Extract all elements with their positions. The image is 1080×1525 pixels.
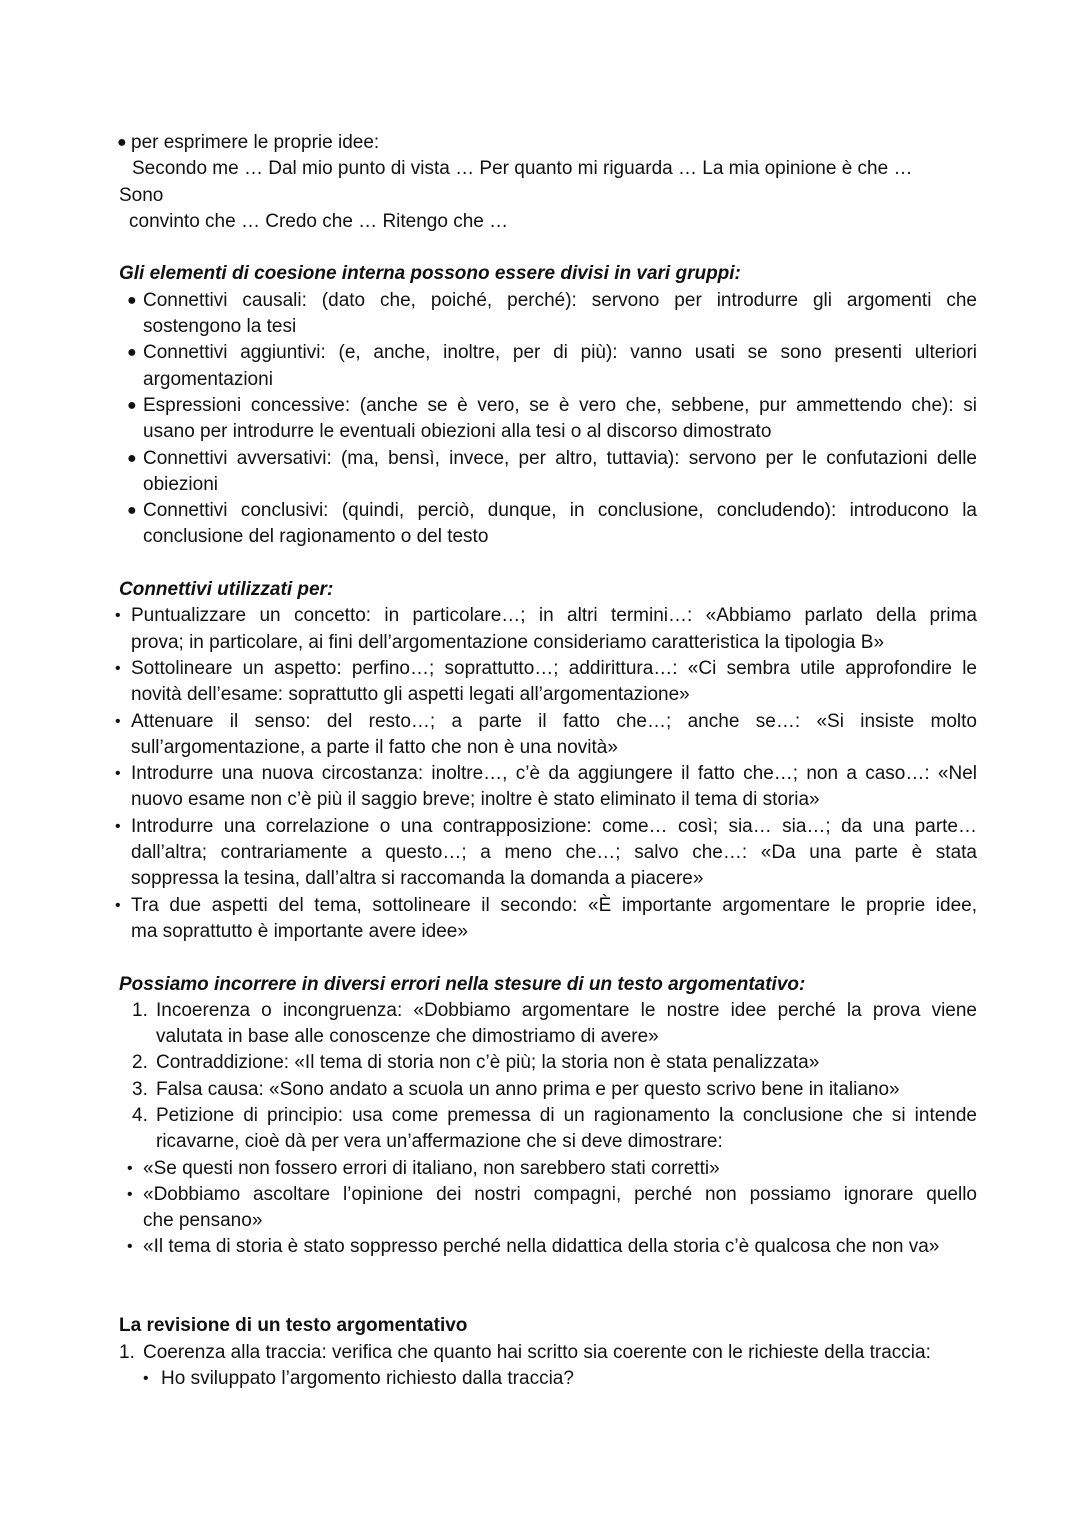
numbered-item — [119, 1050, 977, 1076]
intro-line: Sono — [119, 184, 164, 206]
list-item — [119, 446, 977, 499]
numbered-item-text: Petizione di principio: usa come premessa di un ragionamento la conclusione che si intende — [156, 1104, 977, 1126]
bullet-icon: • — [115, 607, 121, 625]
numbered-item — [119, 1103, 977, 1156]
list-item-text: Introdurre una nuova circostanza: inoltre…, c’è da aggiungere il fatto che…; non a caso…: «Nel — [131, 763, 977, 785]
item-number: 4. — [132, 1104, 148, 1126]
item-number: 1. — [119, 1341, 135, 1363]
bullet-icon: • — [143, 1369, 149, 1387]
numbered-item-text: Coerenza alla traccia: verifica che quanto hai scritto sia coerente con le richieste della traccia: — [143, 1341, 931, 1363]
section-heading-revisione: La revisione di un testo argomentativo — [119, 1315, 468, 1337]
list-item-text: Connettivi causali: (dato che, poiché, perché): servono per introdurre gli argomenti che — [143, 289, 977, 311]
item-number: 2. — [132, 1052, 148, 1074]
bullet-icon: • — [115, 817, 121, 835]
bullet-icon: ● — [127, 396, 137, 414]
list-item — [115, 709, 977, 762]
numbered-item-text: valutata in base alle conoscenze che dimostriamo di avere» — [156, 1026, 659, 1048]
list-item — [119, 288, 977, 341]
list-item-text: prova; in particolare, ai fini dell’argomentazione consideriamo caratteristica la tipologia B» — [131, 631, 885, 653]
bullet-icon: • — [115, 712, 121, 730]
connettivi-list — [115, 603, 977, 945]
numbered-item-text: Incoerenza o incongruenza: «Dobbiamo argomentare le nostre idee perché la prova viene — [156, 999, 977, 1021]
sub-list-item — [119, 1366, 977, 1392]
coesione-list — [119, 288, 977, 551]
bullet-icon: • — [115, 896, 121, 914]
intro-bullet-item — [119, 130, 977, 156]
intro-line: Secondo me … Dal mio punto di vista … Per quanto mi riguarda … La mia opinione è che … — [132, 158, 913, 180]
example-text: «Dobbiamo ascoltare l’opinione dei nostri compagni, perché non possiamo ignorare quello — [143, 1183, 977, 1205]
bullet-icon: • — [115, 659, 121, 677]
list-item — [119, 393, 977, 446]
list-item-text: usano per introdurre le eventuali obiezioni alla tesi o al discorso dimostrato — [143, 421, 772, 443]
list-item-text: ma soprattutto è importante avere idee» — [131, 920, 468, 942]
item-number: 3. — [132, 1078, 148, 1100]
list-item-text: sull’argomentazione, a parte il fatto che non è una novità» — [131, 736, 618, 758]
numbered-item-text: Contraddizione: «Il tema di storia non c’è più; la storia non è stata penalizzata» — [156, 1052, 820, 1074]
numbered-item — [119, 998, 977, 1051]
list-item-text: argomentazioni — [143, 368, 273, 390]
bullet-icon: • — [127, 1185, 133, 1203]
numbered-item-text: Falsa causa: «Sono andato a scuola un anno prima e per questo scrivo bene in italiano» — [156, 1078, 900, 1100]
bullet-icon: ● — [127, 502, 137, 520]
section-heading-coesione: Gli elementi di coesione interna possono essere divisi in vari gruppi: — [119, 263, 741, 285]
list-item-text: Connettivi conclusivi: (quindi, perciò, dunque, in conclusione, concludendo): introducono la — [143, 500, 977, 522]
errori-numbered-list — [119, 998, 977, 1156]
example-text: che pensano» — [143, 1210, 263, 1232]
example-text: «Se questi non fossero errori di italiano, non sarebbero stati corretti» — [143, 1157, 720, 1179]
numbered-item-text: ricavarne, cioè dà per vera un’affermazione che si deve dimostrare: — [156, 1131, 723, 1153]
list-item-text: Attenuare il senso: del resto…; a parte il fatto che…; anche se…: «Si insiste molto — [131, 710, 977, 732]
intro-line: convinto che … Credo che … Ritengo che … — [129, 210, 509, 232]
list-item-text: Puntualizzare un concetto: in particolare…; in altri termini…: «Abbiamo parlato della prima — [131, 605, 977, 627]
list-item-text: Espressioni concessive: (anche se è vero, se è vero che, sebbene, pur ammettendo che): si — [143, 394, 977, 416]
bullet-icon: ● — [117, 134, 127, 151]
intro-bullet-text: per esprimere le proprie idee: — [131, 132, 380, 153]
section-heading-connettivi: Connettivi utilizzati per: — [119, 579, 334, 601]
sub-list-item-text: Ho sviluppato l’argomento richiesto dalla traccia? — [161, 1367, 574, 1389]
example-item — [119, 1234, 977, 1260]
example-text: «Il tema di storia è stato soppresso perché nella didattica della storia c’è qualcosa che non va» — [143, 1236, 940, 1258]
list-item-text: sostengono la tesi — [143, 316, 297, 338]
list-item — [119, 340, 977, 393]
bullet-icon: ● — [127, 291, 137, 309]
list-item-text: Tra due aspetti del tema, sottolineare il secondo: «È importante argomentare le proprie idee, — [131, 894, 977, 916]
bullet-icon: ● — [127, 344, 137, 362]
list-item-text: nuovo esame non c’è più il saggio breve; inoltre è stato eliminato il tema di storia» — [131, 789, 820, 811]
list-item — [115, 603, 977, 656]
bullet-icon: • — [127, 1159, 133, 1177]
document-page — [115, 130, 977, 1392]
list-item-text: Introdurre una correlazione o una contrapposizione: come… così; sia… sia…; da una parte… — [131, 815, 977, 837]
example-item — [119, 1156, 977, 1182]
bullet-icon: • — [115, 765, 121, 783]
example-item — [119, 1182, 977, 1235]
section-heading-errori: Possiamo incorrere in diversi errori nella stesure di un testo argomentativo: — [119, 973, 806, 995]
list-item — [115, 814, 977, 893]
errori-examples-list — [119, 1156, 977, 1261]
list-item-text: obiezioni — [143, 473, 218, 495]
bullet-icon: • — [127, 1238, 133, 1256]
list-item-text: dall’altra; contrariamente a questo…; a meno che…; salvo che…: «Da una parte è stata — [131, 842, 977, 864]
list-item — [115, 893, 977, 946]
list-item-text: novità dell’esame: soprattutto gli aspetti legati all’argomentazione» — [131, 684, 690, 706]
list-item-text: Connettivi aggiuntivi: (e, anche, inoltre, per di più): vanno usati se sono presenti ulteriori — [143, 342, 977, 364]
list-item-text: soppressa la tesina, dall’altra si raccomanda la domanda a piacere» — [131, 868, 704, 890]
list-item — [115, 656, 977, 709]
list-item-text: Connettivi avversativi: (ma, bensì, invece, per altro, tuttavia): servono per le confutazioni delle — [143, 447, 977, 469]
list-item-text: conclusione del ragionamento o del testo — [143, 526, 489, 548]
numbered-item — [119, 1077, 977, 1103]
list-item-text: Sottolineare un aspetto: perfino…; soprattutto…; addirittura…: «Ci sembra utile approfondire le — [131, 657, 977, 679]
bullet-icon: ● — [127, 449, 137, 467]
list-item — [115, 761, 977, 814]
list-item — [119, 498, 977, 551]
item-number: 1. — [132, 999, 148, 1021]
numbered-item — [119, 1340, 977, 1366]
